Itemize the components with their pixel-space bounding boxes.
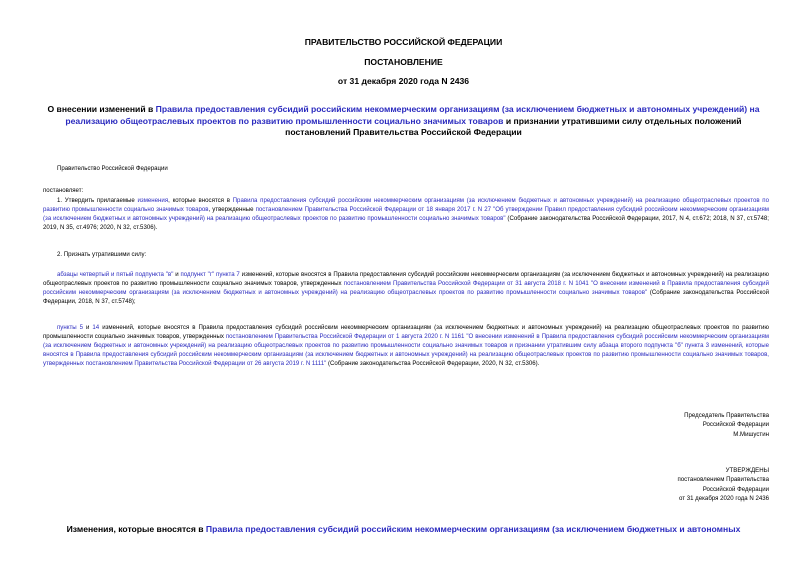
approved-label: УТВЕРЖДЕНЫ	[725, 467, 769, 474]
par-2-point-14-link[interactable]: 14	[92, 324, 100, 331]
par-2-point-5-link[interactable]: пункты 5	[57, 324, 84, 331]
item-1-text-4: (Собрание законодательства Российской Федерации, 2017, N 4, ст.672; 2018, N 37, ст.5748; 2019, N 35, ст.4976; 2020, N 32, ст.5306).	[43, 215, 769, 232]
par-2-text-2: изменений, которые вносятся в Правила предоставления субсидий российским некоммерческим организациям (за исключением бюджетных и автономных учреждений) на реализацию общеотраслевых проектов по развитию промышленности социально значимых товаров, утвержденных	[43, 324, 769, 341]
item-1-text-1: 1. Утвердить прилагаемые	[57, 197, 138, 204]
item-1-text-2: , которые вносятся в	[168, 197, 233, 204]
item-1-paragraph	[43, 196, 769, 232]
item-1-text-3: , утвержденные	[208, 206, 256, 214]
changes-heading-prefix: Изменения, которые вносятся в	[66, 524, 206, 534]
repeal-paragraph-1	[43, 270, 769, 306]
resolves-label: постановляет:	[43, 187, 84, 194]
par-1-resolution-link[interactable]: постановлением Правительства Российской Федерации от 31 августа 2018 г. N 1041 "О внесении изменений в Правила предоставления субсидий российским некоммерческим организациям (за исключением бюджетных и автономных учреждений) на реализацию общеотраслевых проектов по развитию промышленности социально значимых товаров"	[43, 280, 769, 297]
item-2-paragraph: 2. Признать утратившими силу:	[57, 251, 147, 258]
par-1-text-2: изменений, которые вносятся в Правила предоставления субсидий российским некоммерческим организациям (за исключением бюджетных и автономных учреждений) на реализацию общеотраслевых проектов по развитию промышленности социально значимых товаров, утвержденных	[43, 271, 769, 288]
item-1-resolution-link[interactable]: постановлением Правительства Российской Федерации от 18 января 2017 г. N 27 "Об утверждении Правил предоставления субсидий российским некоммерческим организациям (за исключением бюджетных и автономных учреждений) на реализацию общеотраслевых проектов по развитию промышленности социально значимых товаров"	[43, 206, 769, 223]
document-date-number: от 31 декабря 2020 года N 2436	[337, 76, 470, 86]
par-2-text-3: (Собрание законодательства Российской Федерации, 2020, N 32, ст.5306).	[326, 360, 540, 368]
par-2-text-1: и	[83, 324, 93, 331]
par-1-subparagraph-g-link[interactable]: подпункт "г" пункта 7	[180, 271, 240, 278]
title-suffix: и признании утратившими силу отдельных положений постановлений Правительства Российской Федерации	[285, 115, 742, 137]
government-label: Правительство Российской Федерации	[57, 165, 168, 172]
approved-block	[677, 466, 769, 504]
item-1-changes-link[interactable]: изменения	[137, 197, 169, 204]
par-1-text-1: и	[173, 271, 181, 278]
approved-country: Российской Федерации	[702, 485, 769, 493]
document-title	[40, 104, 767, 139]
approved-date: от 31 декабря 2020 года N 2436	[678, 495, 769, 503]
signature-position: Председатель Правительства	[684, 412, 769, 419]
signature-name: М.Мишустин	[733, 430, 769, 438]
signature-country: Российской Федерации	[702, 421, 769, 429]
par-1-text-3: (Собрание законодательства Российской Федерации, 2018, N 37, ст.5748);	[43, 289, 770, 306]
changes-heading	[0, 524, 807, 534]
document-type-heading: ПОСТАНОВЛЕНИЕ	[364, 57, 443, 67]
par-2-resolution-link[interactable]: постановлением Правительства Российской Федерации от 1 августа 2020 г. N 1161 "О внесении изменений в Правила предоставления субсидий российским некоммерческим организациям (за исключением бюджетных и автономных учреждений) на реализацию общеотраслевых проектов по развитию промышленности социально значимых товаров и признании утратившим силу абзаца второго подпункта "б" пункта 3 изменений, которые вносятся в Правила предоставления субсидий российским некоммерческим организациям (за исключением бюджетных и автономных учреждений) на реализацию общеотраслевых проектов по развитию промышленности социально значимых товаров, утвержденных постановлением Правительства Российской Федерации от 26 августа 2019 г. N 1111"	[43, 333, 769, 368]
changes-heading-rules-link[interactable]: Правила предоставления субсидий российским некоммерческим организациям (за исключением бюджетных и автономных	[205, 524, 741, 534]
title-prefix: О внесении изменений в	[47, 104, 156, 114]
par-1-subparagraph-v-link[interactable]: абзацы четвертый и пятый подпункта "в"	[57, 271, 174, 278]
government-heading: ПРАВИТЕЛЬСТВО РОССИЙСКОЙ ФЕДЕРАЦИИ	[304, 37, 503, 47]
title-rules-link[interactable]: Правила предоставления субсидий российским некоммерческим организациям (за исключением бюджетных и автономных учреждений) на реализацию общеотраслевых проектов по развитию промышленности социально значимых товаров	[65, 104, 760, 126]
repeal-paragraph-2	[43, 323, 769, 368]
approved-by: постановлением Правительства	[677, 476, 769, 484]
item-1-rules-link[interactable]: Правила предоставления субсидий российским некоммерческим организациям (за исключением бюджетных и автономных учреждений) на реализацию общеотраслевых проектов по развитию промышленности социально значимых товаров	[43, 197, 769, 214]
signature-block	[684, 411, 769, 439]
